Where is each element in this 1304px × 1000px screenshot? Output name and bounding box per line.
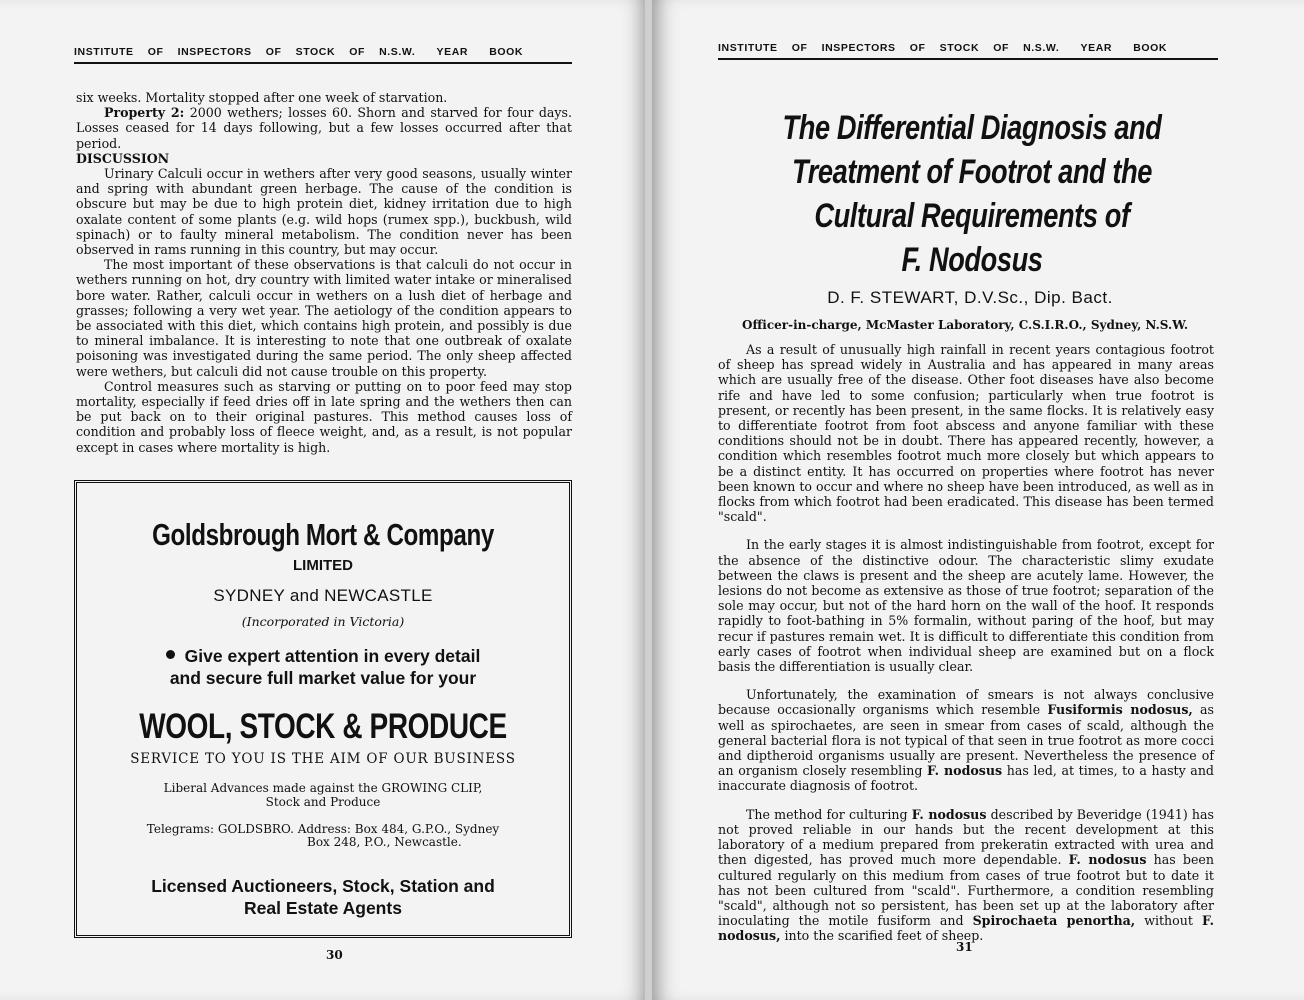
article-author: D. F. STEWART, D.V.Sc., Dip. Bact. [827, 288, 1113, 307]
paragraph: As a result of unusually high rainfall in recent years contagious footrot of sheep has spread widely in Australia and has appeared in many areas which are usually free of the disease. Other foot diseases have also become rife and have led to some confusion; particularly when true footrot is present, or recently has been present, in the same flocks. It is relatively easy to differentiate footrot from foot abscess and anyone familiar with these conditions should not be in doubt. There has appeared recently, however, a condition which resembles footrot much more closely but which appears to be a distinct entity. It has occurred on properties where footrot has never been known to occur and where no sheep have been introduced, as well as in flocks from which footrot had been eradicated. This disease has been termed "scald". [718, 342, 1214, 525]
ad-incorporated: (Incorporated in Victoria) [241, 614, 405, 629]
header-word: YEAR [436, 46, 469, 58]
text-run: into the scarified feet of sheep. [780, 928, 984, 944]
property-label: Property 2: [104, 105, 185, 121]
article-title [712, 106, 1232, 282]
text-run: described by Beveridge (1941) has not proved reliable in our hands but the recent development at this laboratory of a medium prepared from prekeratin extracted with urea and then digested, has proved much more dependable. [718, 806, 1214, 868]
header-word: STOCK [939, 42, 980, 54]
right-running-header [718, 42, 1218, 60]
organism-name: F. nodosus [927, 763, 1003, 779]
header-word: OF [349, 46, 366, 58]
text-run: without [1135, 913, 1202, 929]
title-line: Cultural Requirements of [814, 197, 1130, 235]
text-run: has been cultured regularly on this medium from cases of true footrot but to date it has not been cultured from "scald". Furthermore, a condition resembling "scald", although not so persistent, has been set up at the laboratory after inoculating the motile fusiform and [718, 852, 1214, 929]
paragraph: Urinary Calculi occur in wethers after very good seasons, usually winter and spring with abundant green herbage. The cause of the condition is obscure but may be due to high protein diet, kidney irritation due to high oxalate content of some plants (e.g. wild hops (rumex spp.), buckbush, wild spinach) or to faulty mineral metabolism. The condition never has been observed in rams running in this country, but may occur. [76, 166, 572, 258]
header-word: INSTITUTE [718, 42, 778, 54]
ad-auction-line: Licensed Auctioneers, Stock, Station and [151, 876, 495, 896]
paragraph [718, 807, 1214, 944]
ad-advances [77, 781, 569, 809]
page-number: 30 [326, 948, 343, 962]
ad-limited: LIMITED [293, 557, 353, 574]
ad-advances-line: Stock and Produce [265, 795, 381, 809]
section-heading [76, 151, 572, 166]
text-run: The method for culturing [746, 806, 912, 822]
ad-bullet-text [77, 645, 569, 689]
ad-bullet-line: Give expert attention in every detail [184, 646, 481, 666]
paragraph [718, 687, 1214, 793]
title-line: The Differential Diagnosis and [782, 109, 1162, 147]
title-line: F. Nodosus [901, 241, 1043, 279]
right-body-text [718, 342, 1214, 944]
ad-advances-line: Liberal Advances made against the GROWING CLIP, [163, 781, 483, 795]
paragraph: In the early stages it is almost indistinguishable from footrot, except for the absence of the distinctive odour. The characteristic slimy exudate between the claws is present and the sheep are acutely lame. However, the lesions do not become as extensive as those of true footrot; separation of the sole may occur, but not of the hard horn on the wall of the hoof. It responds rapidly to foot-bathing in 5% formalin, without paring of the hoof, but may recur if pastures remain wet. It is difficult to differentiate this condition from early cases of footrot when individual sheep are examined but on a flock basis the differentiation is usually clear. [718, 537, 1214, 675]
header-word: BOOK [1133, 42, 1168, 54]
header-word: INSPECTORS [177, 46, 252, 58]
ad-auction-line: Real Estate Agents [244, 898, 402, 918]
text-run: Unfortunately, the examination of smears is not always conclusive because occasionally organisms which resemble [718, 687, 1214, 718]
paragraph: Control measures such as starving or putting on to poor feed may stop mortality, especially if feed dries off in late spring and the wethers then can be put back on to their original pastures. This method causes loss of condition and probably loss of fleece weight, and, as a result, is not popular except in cases where mortality is high. [76, 378, 572, 455]
ad-headline: WOOL, STOCK & PRODUCE [139, 707, 507, 746]
ad-contact-line: Telegrams: GOLDSBRO. Address: Box 484, G.P.O., Sydney [146, 822, 500, 836]
header-word: OF [909, 42, 926, 54]
organism-name: Spirochaeta penortha, [972, 913, 1136, 929]
page-number: 31 [956, 940, 973, 954]
discussion-heading: DISCUSSION [76, 150, 170, 166]
paragraph: six weeks. Mortality stopped after one week of starvation. [76, 90, 448, 105]
ad-service: SERVICE TO YOU IS THE AIM OF OUR BUSINESS [130, 751, 516, 767]
property-text: 2000 wethers; losses 60. Shorn and starved for four days. Losses ceased for 14 days following, but a few losses occurred after that period. [76, 105, 573, 151]
title-line: Treatment of Footrot and the [791, 153, 1153, 191]
ad-auctioneers [77, 875, 569, 919]
header-word: OF [147, 46, 164, 58]
bullet-icon [166, 650, 175, 659]
paragraph: The most important of these observations is that calculi do not occur in wethers running on hot, dry country with limited water intake or mineralised bore water. Rather, calculi occur in wethers on a lush diet of herbage and grasses; following a very wet year. The aetiology of the condition appears to be associated with this diet, which contains high protein, and possibly is due to mineral imbalance. It is interesting to note that one outbreak of oxalate poisoning was investigated during the same period. The only sheep affected were wethers, but calculi did not cause trouble on this property. [76, 257, 572, 379]
header-word: OF [791, 42, 808, 54]
header-word: BOOK [489, 46, 524, 58]
header-word: INSPECTORS [821, 42, 896, 54]
header-word: N.S.W. [1023, 42, 1060, 54]
header-word: YEAR [1080, 42, 1113, 54]
advertisement [74, 480, 572, 938]
left-running-header [74, 46, 572, 64]
left-body-text [76, 90, 572, 455]
text-run: has led, at times, to a hasty and inaccurate diagnosis of footrot. [718, 763, 1214, 794]
header-word: OF [993, 42, 1010, 54]
text-run: as well as spirochaetes, are seen in smear from cases of scald, although the general bacterial flora is not typical of that seen in true footrot as more cocci and diptheroid organisms usually are present. Nevertheless the presence of an organism closely resembling [718, 702, 1214, 779]
header-word: INSTITUTE [74, 46, 134, 58]
ad-firm-name: Goldsbrough Mort & Company [152, 517, 494, 552]
ad-bullet-line: and secure full market value for your [169, 668, 477, 688]
organism-name: F. nodosus [1068, 852, 1147, 868]
ad-cities: SYDNEY and NEWCASTLE [213, 586, 433, 605]
ad-contact [77, 823, 569, 849]
organism-name: F. nodosus, [718, 913, 1214, 944]
author-affiliation: Officer-in-charge, McMaster Laboratory, C.S.I.R.O., Sydney, N.S.W. [741, 318, 1189, 332]
left-page [0, 0, 648, 1000]
organism-name: F. nodosus [911, 806, 987, 822]
ad-contact-line: Box 248, P.O., Newcastle. [307, 835, 462, 849]
header-word: N.S.W. [379, 46, 416, 58]
organism-name: Fusiformis nodosus, [1047, 702, 1193, 718]
paragraph [76, 105, 572, 151]
header-word: OF [265, 46, 282, 58]
header-word: STOCK [295, 46, 336, 58]
